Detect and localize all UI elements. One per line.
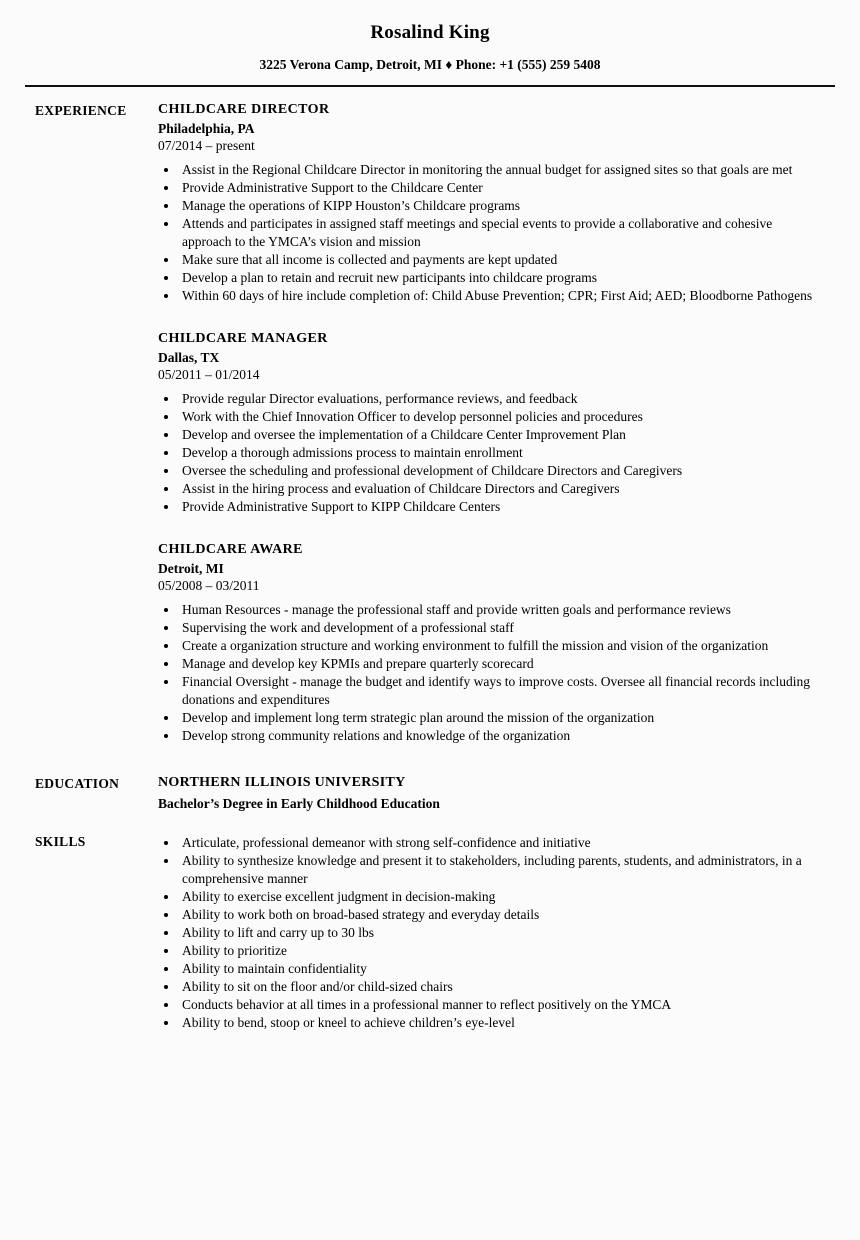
education-section-label: EDUCATION [35, 776, 120, 791]
job-location: Detroit, MI [158, 561, 224, 576]
skill-item: • Ability to synthesize knowledge and present it to stakeholders, including parents, students, and administrators, in a comprehensive manner [179, 852, 815, 888]
job-bullet-list [158, 161, 815, 305]
job-dates: 07/2014 – present [158, 138, 255, 153]
skills-section-label: SKILLS [35, 834, 86, 849]
skill-item: • Articulate, professional demeanor with strong self-confidence and initiative [179, 834, 815, 852]
bullet-item: • Human Resources - manage the professional staff and provide written goals and performance reviews [179, 601, 815, 619]
bullet-item: • Supervising the work and development of a professional staff [179, 619, 815, 637]
bullet-item: • Make sure that all income is collected and payments are kept updated [179, 251, 815, 269]
header-divider [25, 85, 835, 87]
job-location: Philadelphia, PA [158, 121, 255, 136]
job-entry-childcare-director [158, 102, 815, 305]
job-title: CHILDCARE MANAGER [158, 331, 328, 346]
job-entry-childcare-aware [158, 542, 815, 745]
bullet-item: • Work with the Chief Innovation Officer to develop personnel policies and procedures [179, 408, 815, 426]
bullet-item: • Assist in the hiring process and evaluation of Childcare Directors and Caregivers [179, 480, 815, 498]
experience-section [25, 102, 835, 745]
experience-content [158, 102, 815, 745]
person-name: Rosalind King [370, 22, 490, 43]
education-content [158, 775, 815, 812]
bullet-item: • Develop strong community relations and knowledge of the organization [179, 727, 815, 745]
skills-bullet-list [158, 834, 815, 1032]
job-entry-childcare-manager [158, 331, 815, 516]
degree-name: Bachelor’s Degree in Early Childhood Education [158, 796, 440, 811]
job-bullet-list [158, 390, 815, 516]
job-title: CHILDCARE AWARE [158, 542, 303, 557]
skills-section [25, 833, 835, 1032]
skill-item: • Ability to exercise excellent judgment in decision-making [179, 888, 815, 906]
bullet-item: • Develop a thorough admissions process to maintain enrollment [179, 444, 815, 462]
job-title: CHILDCARE DIRECTOR [158, 102, 330, 117]
skill-item: • Ability to lift and carry up to 30 lbs [179, 924, 815, 942]
contact-line: 3225 Verona Camp, Detroit, MI ♦ Phone: +1 (555) 259 5408 [259, 57, 601, 72]
bullet-item: • Provide Administrative Support to the Childcare Center [179, 179, 815, 197]
skill-item: • Ability to sit on the floor and/or child-sized chairs [179, 978, 815, 996]
bullet-item: • Oversee the scheduling and professional development of Childcare Directors and Caregivers [179, 462, 815, 480]
bullet-item: • Provide regular Director evaluations, performance reviews, and feedback [179, 390, 815, 408]
bullet-item: • Develop and oversee the implementation of a Childcare Center Improvement Plan [179, 426, 815, 444]
skills-content [158, 833, 815, 1032]
bullet-item: • Financial Oversight - manage the budget and identify ways to improve costs. Oversee all financial records including donations and expenditures [179, 673, 815, 709]
experience-section-label: EXPERIENCE [35, 103, 127, 118]
bullet-item: • Provide Administrative Support to KIPP Childcare Centers [179, 498, 815, 516]
bullet-item: • Create a organization structure and working environment to fulfill the mission and vision of the organization [179, 637, 815, 655]
resume-header [25, 22, 835, 73]
skill-item: • Ability to bend, stoop or kneel to achieve children’s eye-level [179, 1014, 815, 1032]
bullet-item: • Manage and develop key KPMIs and prepare quarterly scorecard [179, 655, 815, 673]
bullet-item: • Assist in the Regional Childcare Director in monitoring the annual budget for assigned sites so that goals are met [179, 161, 815, 179]
job-bullet-list [158, 601, 815, 745]
skill-item: • Ability to maintain confidentiality [179, 960, 815, 978]
skill-item: • Ability to work both on broad-based strategy and everyday details [179, 906, 815, 924]
bullet-item: • Manage the operations of KIPP Houston’s Childcare programs [179, 197, 815, 215]
job-dates: 05/2008 – 03/2011 [158, 578, 260, 593]
bullet-item: • Within 60 days of hire include completion of: Child Abuse Prevention; CPR; First Aid; AED; Bloodborne Pathogens [179, 287, 815, 305]
bullet-item: • Attends and participates in assigned staff meetings and special events to provide a collaborative and cohesive approach to the YMCA’s vision and mission [179, 215, 815, 251]
bullet-item: • Develop and implement long term strategic plan around the mission of the organization [179, 709, 815, 727]
job-dates: 05/2011 – 01/2014 [158, 367, 260, 382]
school-name: NORTHERN ILLINOIS UNIVERSITY [158, 775, 406, 790]
bullet-item: • Develop a plan to retain and recruit new participants into childcare programs [179, 269, 815, 287]
skill-item: • Ability to prioritize [179, 942, 815, 960]
education-section [25, 775, 835, 812]
skill-item: • Conducts behavior at all times in a professional manner to reflect positively on the YMCA [179, 996, 815, 1014]
job-location: Dallas, TX [158, 350, 220, 365]
